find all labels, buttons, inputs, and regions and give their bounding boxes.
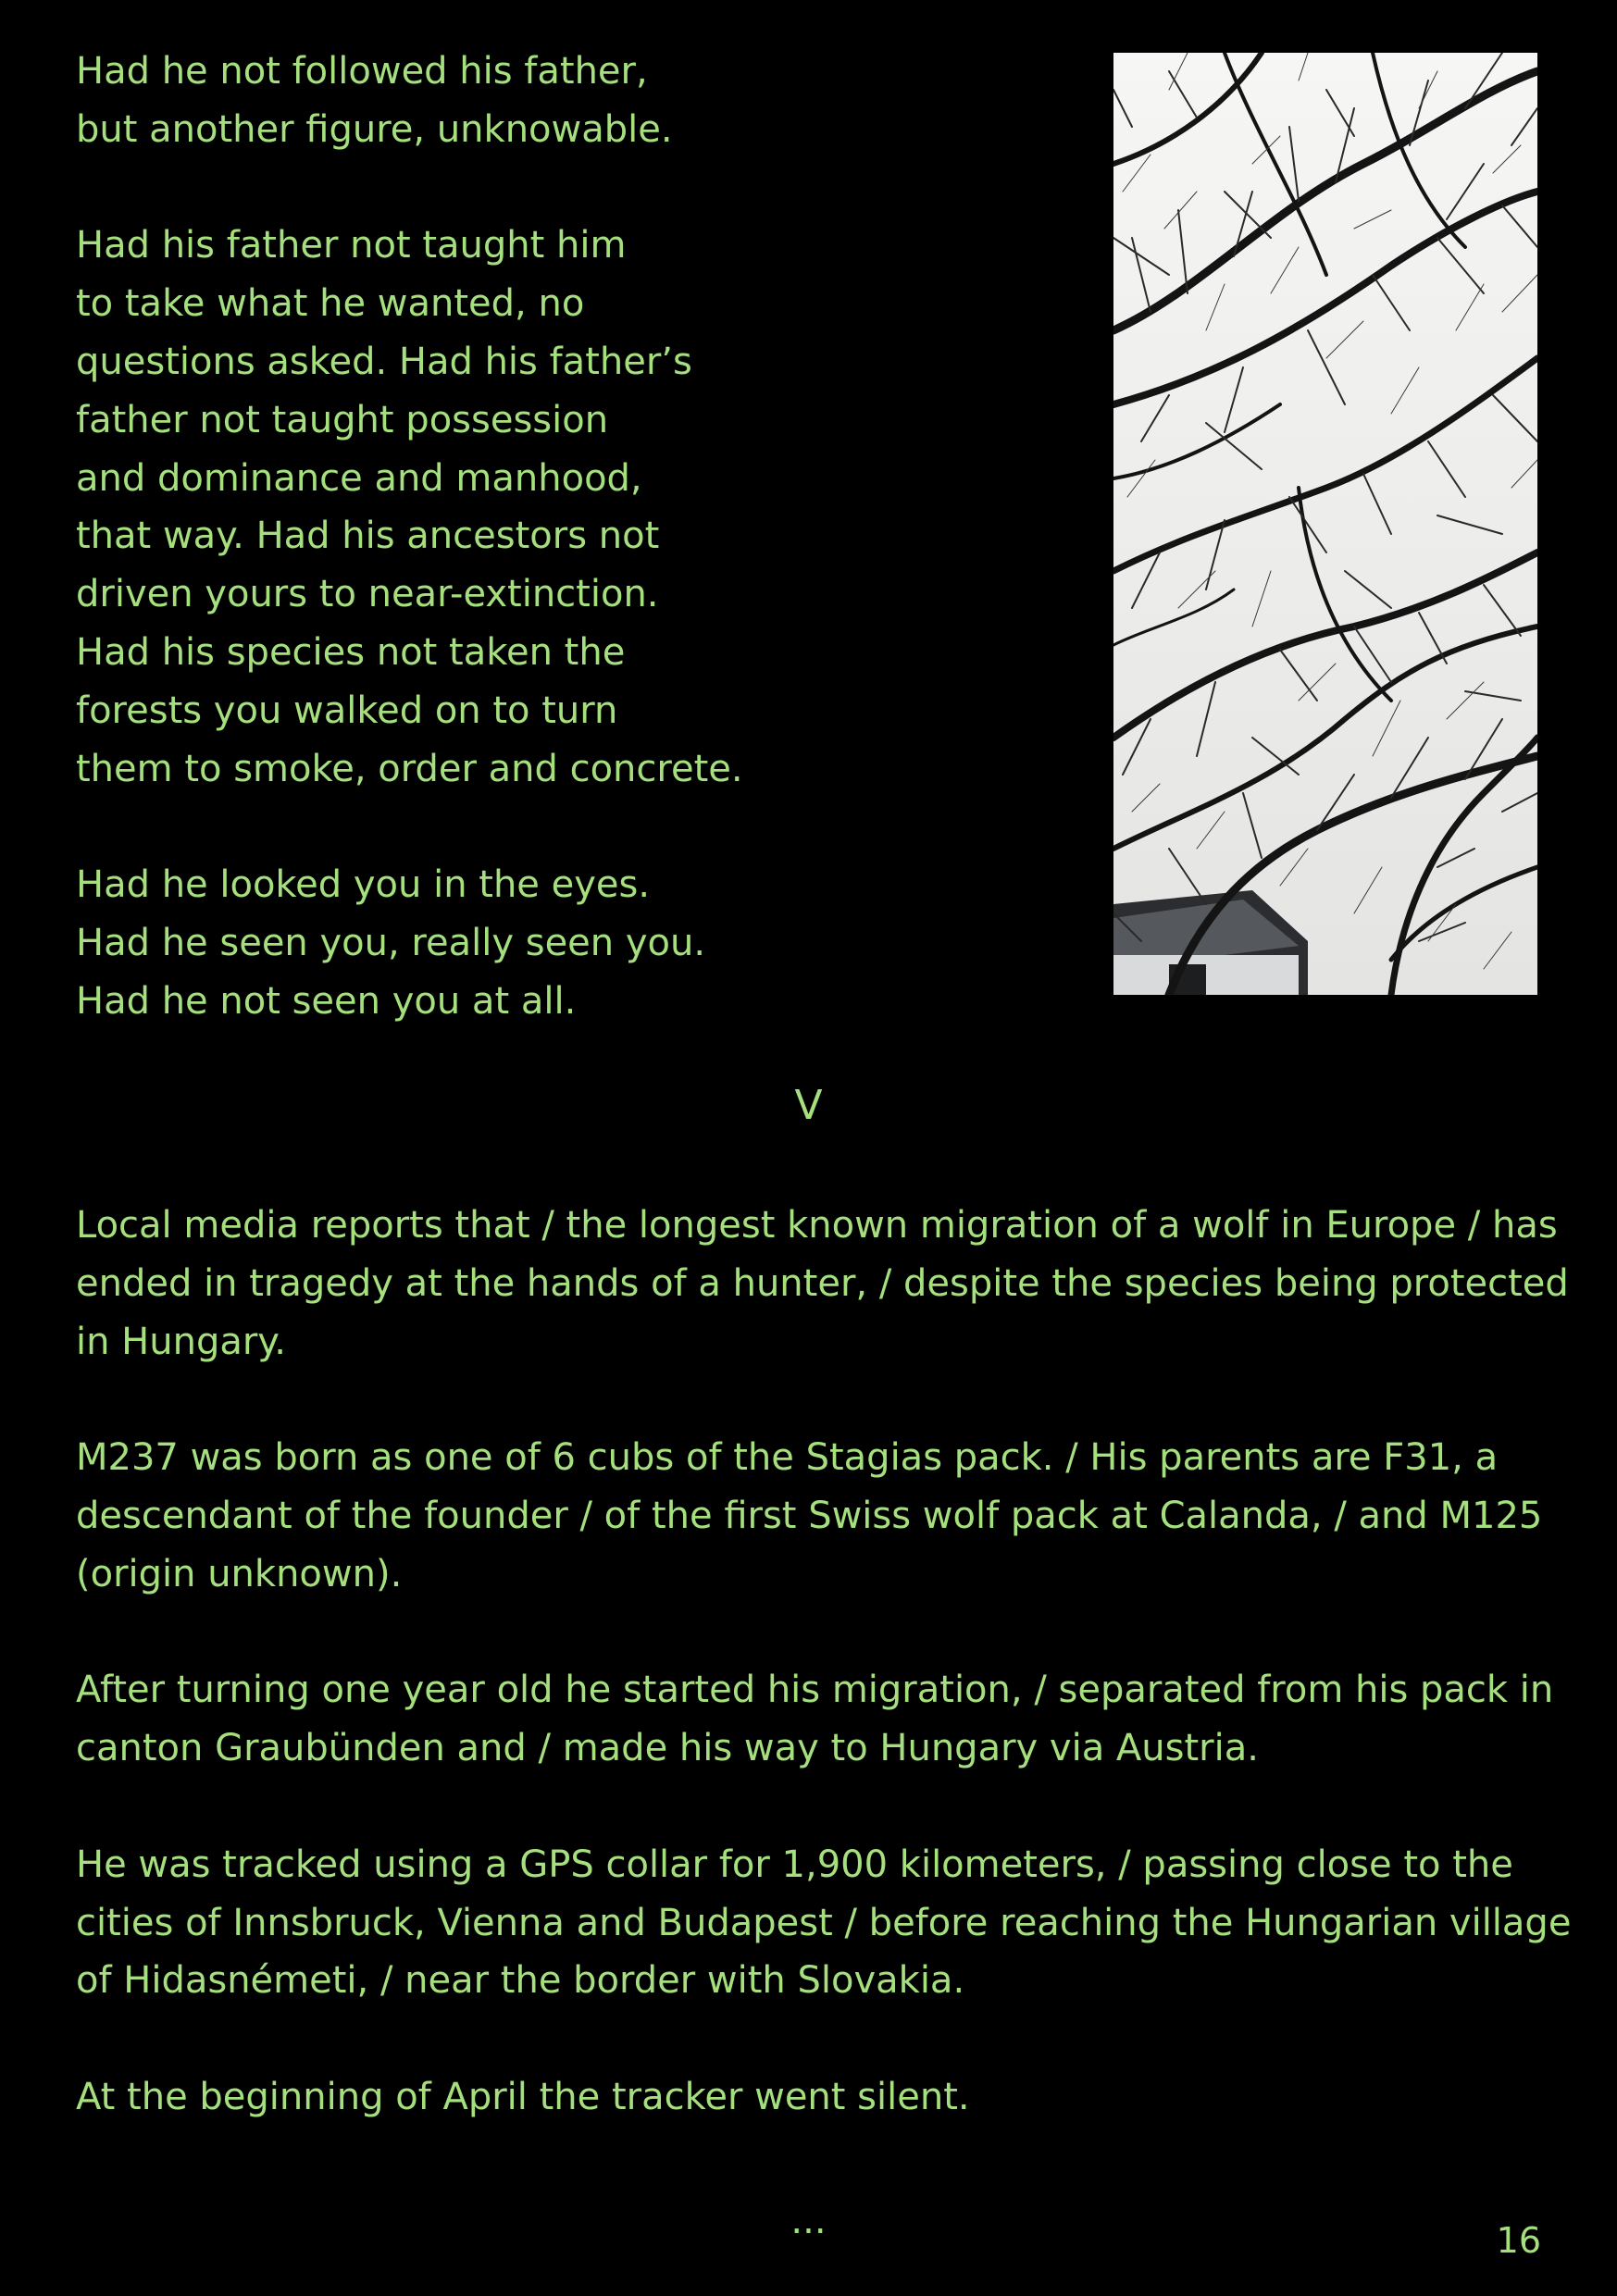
poem-line: questions asked. Had his father’s	[76, 340, 692, 383]
poem-stanza-1	[76, 43, 1094, 159]
poem	[76, 43, 1094, 1031]
ellipsis-separator: ...	[790, 2200, 827, 2242]
poem-line: Had his species not taken the	[76, 630, 626, 674]
poem-line: forests you walked on to turn	[76, 689, 618, 732]
page-number: 16	[1496, 2220, 1541, 2261]
prose-text	[76, 1197, 1594, 2127]
prose-paragraph: After turning one year old he started his migration, / separated from his pack in canton Graubünden and / made his way to Hungary via Austria.	[76, 1669, 1554, 1770]
section-marker: V	[794, 1082, 823, 1129]
poem-line: father not taught possession	[76, 398, 609, 441]
poem-line: Had he not seen you at all.	[76, 979, 577, 1023]
poem-line: Had he looked you in the eyes.	[76, 863, 651, 907]
poem-line: Had he not followed his father,	[76, 50, 648, 93]
poem-line: Had he seen you, really seen you.	[76, 921, 706, 964]
prose-paragraph: He was tracked using a GPS collar for 1,900 kilometers, / passing close to the cities of Innsbruck, Vienna and Budapest / before reaching the Hungarian village of Hidasnémeti, / near the border with Slovakia.	[76, 1843, 1572, 2003]
tree-branches-image	[1113, 53, 1537, 995]
poem-stanza-2	[76, 217, 1094, 798]
poem-line: that way. Had his ancestors not	[76, 515, 660, 558]
poem-stanza-3	[76, 856, 1094, 1030]
prose-paragraph: At the beginning of April the tracker went silent.	[76, 2075, 970, 2118]
poem-line: and dominance and manhood,	[76, 456, 642, 500]
bare-tree-branches-photo	[1113, 53, 1537, 995]
poem-line: but another figure, unknowable.	[76, 107, 673, 151]
poem-line: to take what he wanted, no	[76, 282, 585, 326]
prose-paragraph: M237 was born as one of 6 cubs of the Stagias pack. / His parents are F31, a descendant of the founder / of the first Swiss wolf pack at Calanda, / and M125 (origin unknown).	[76, 1436, 1543, 1595]
poem-line: Had his father not taught him	[76, 224, 627, 267]
prose-paragraph: Local media reports that / the longest known migration of a wolf in Europe / has ended in tragedy at the hands of a hunter, / despite the species being protected in Hungary.	[76, 1204, 1569, 1363]
poem-line: them to smoke, order and concrete.	[76, 747, 743, 790]
poem-line: driven yours to near-extinction.	[76, 573, 659, 616]
